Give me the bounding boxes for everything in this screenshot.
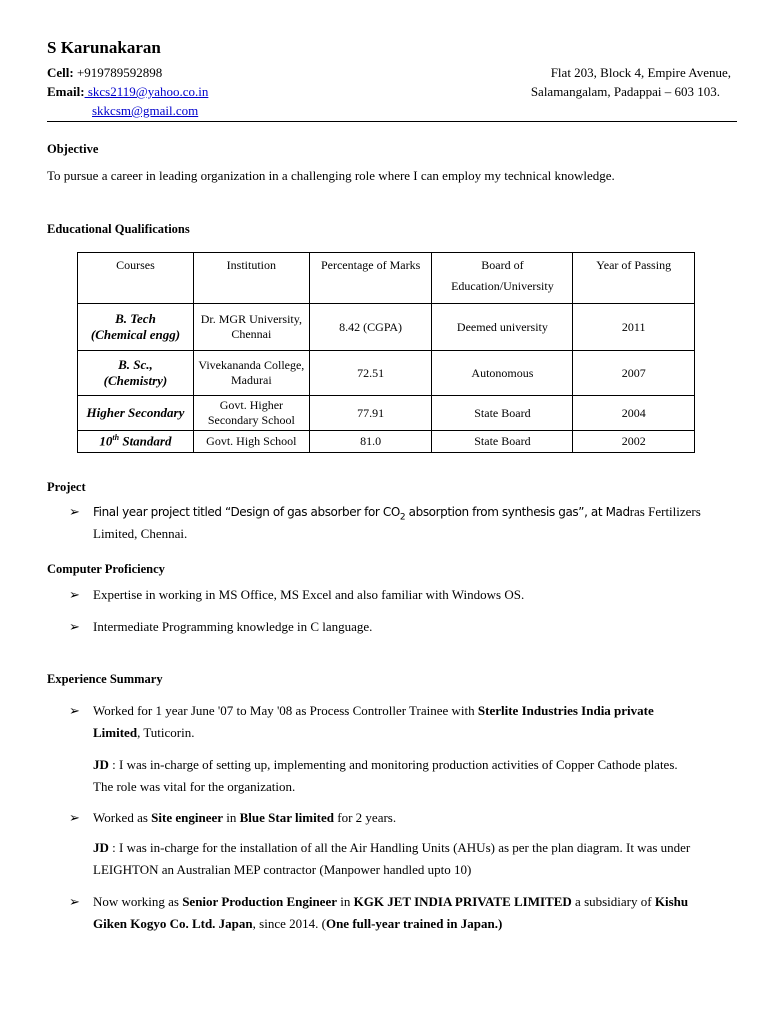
project-heading: Project xyxy=(47,480,86,494)
email-label: Email: xyxy=(47,84,85,99)
institution-cell: Vivekananda College, Madurai xyxy=(193,351,309,396)
course-cell: B. Sc., (Chemistry) xyxy=(78,351,194,396)
marks-cell: 72.51 xyxy=(309,351,432,396)
year-cell: 2002 xyxy=(573,431,695,453)
table-row xyxy=(78,304,695,351)
column-header: Institution xyxy=(193,253,309,304)
candidate-name: S Karunakaran xyxy=(47,38,161,57)
contact-block xyxy=(47,63,208,120)
board-cell: State Board xyxy=(432,396,573,431)
year-cell: 2011 xyxy=(573,304,695,351)
education-table xyxy=(77,252,695,453)
education-heading: Educational Qualifications xyxy=(47,222,190,236)
experience-1-line-2: Limited, Tuticorin. xyxy=(93,725,195,740)
computer-heading: Computer Proficiency xyxy=(47,562,165,576)
table-row xyxy=(78,351,695,396)
project-text-line-2: Limited, Chennai. xyxy=(93,526,188,541)
objective-text: To pursue a career in leading organization in a challenging role where I can employ my technical knowledge. xyxy=(47,168,615,183)
marks-cell: 81.0 xyxy=(309,431,432,453)
column-header: Courses xyxy=(78,253,194,304)
course-cell: B. Tech (Chemical engg) xyxy=(78,304,194,351)
board-cell: State Board xyxy=(432,431,573,453)
bullet-arrow-icon: ➢ xyxy=(69,810,80,825)
institution-cell: Govt. Higher Secondary School xyxy=(193,396,309,431)
course-cell: Higher Secondary xyxy=(78,396,194,431)
address-block xyxy=(531,63,731,101)
objective-heading: Objective xyxy=(47,142,99,156)
experience-3-line-2: Giken Kogyo Co. Ltd. Japan, since 2014. (One full-year trained in Japan.) xyxy=(93,916,503,931)
email-link-yahoo[interactable]: skcs2119@yahoo.co.in xyxy=(84,84,209,99)
table-row xyxy=(78,431,695,453)
bullet-arrow-icon: ➢ xyxy=(69,587,80,602)
column-header: Board of Education/University xyxy=(432,253,573,304)
bullet-arrow-icon: ➢ xyxy=(69,504,80,519)
marks-cell: 77.91 xyxy=(309,396,432,431)
bullet-arrow-icon: ➢ xyxy=(69,894,80,909)
board-cell: Autonomous xyxy=(432,351,573,396)
jd-2-line-2: LEIGHTON an Australian MEP contractor (Manpower handled upto 10) xyxy=(93,862,472,877)
year-cell: 2007 xyxy=(573,351,695,396)
cell-label: Cell: xyxy=(47,65,74,80)
header-divider xyxy=(47,121,737,122)
address-line-2: Salamangalam, Padappai – 603 103. xyxy=(530,84,720,99)
board-cell: Deemed university xyxy=(432,304,573,351)
jd-1-line-2: The role was vital for the organization. xyxy=(93,779,296,794)
column-header: Percentage of Marks xyxy=(309,253,432,304)
course-cell: 10th Standard xyxy=(78,431,194,453)
bullet-arrow-icon: ➢ xyxy=(69,703,80,718)
marks-cell: 8.42 (CGPA) xyxy=(309,304,432,351)
table-row xyxy=(78,396,695,431)
institution-cell: Dr. MGR University, Chennai xyxy=(193,304,309,351)
address-line-1: Flat 203, Block 4, Empire Avenue, xyxy=(550,65,731,80)
jd-2: JD : I was in-charge for the installation of all the Air Handling Units (AHUs) as per the plan diagram. It was under xyxy=(93,840,691,855)
institution-cell: Govt. High School xyxy=(193,431,309,453)
table-header-row xyxy=(78,253,695,304)
experience-heading: Experience Summary xyxy=(47,672,163,686)
bullet-arrow-icon: ➢ xyxy=(69,619,80,634)
email-link-gmail[interactable]: skkcsm@gmail.com xyxy=(92,103,199,118)
year-cell: 2004 xyxy=(573,396,695,431)
column-header: Year of Passing xyxy=(573,253,695,304)
cell-value: +919789592898 xyxy=(76,65,163,80)
jd-1: JD : I was in-charge of setting up, implementing and monitoring production activities of Copper Cathode plates. xyxy=(93,757,678,772)
